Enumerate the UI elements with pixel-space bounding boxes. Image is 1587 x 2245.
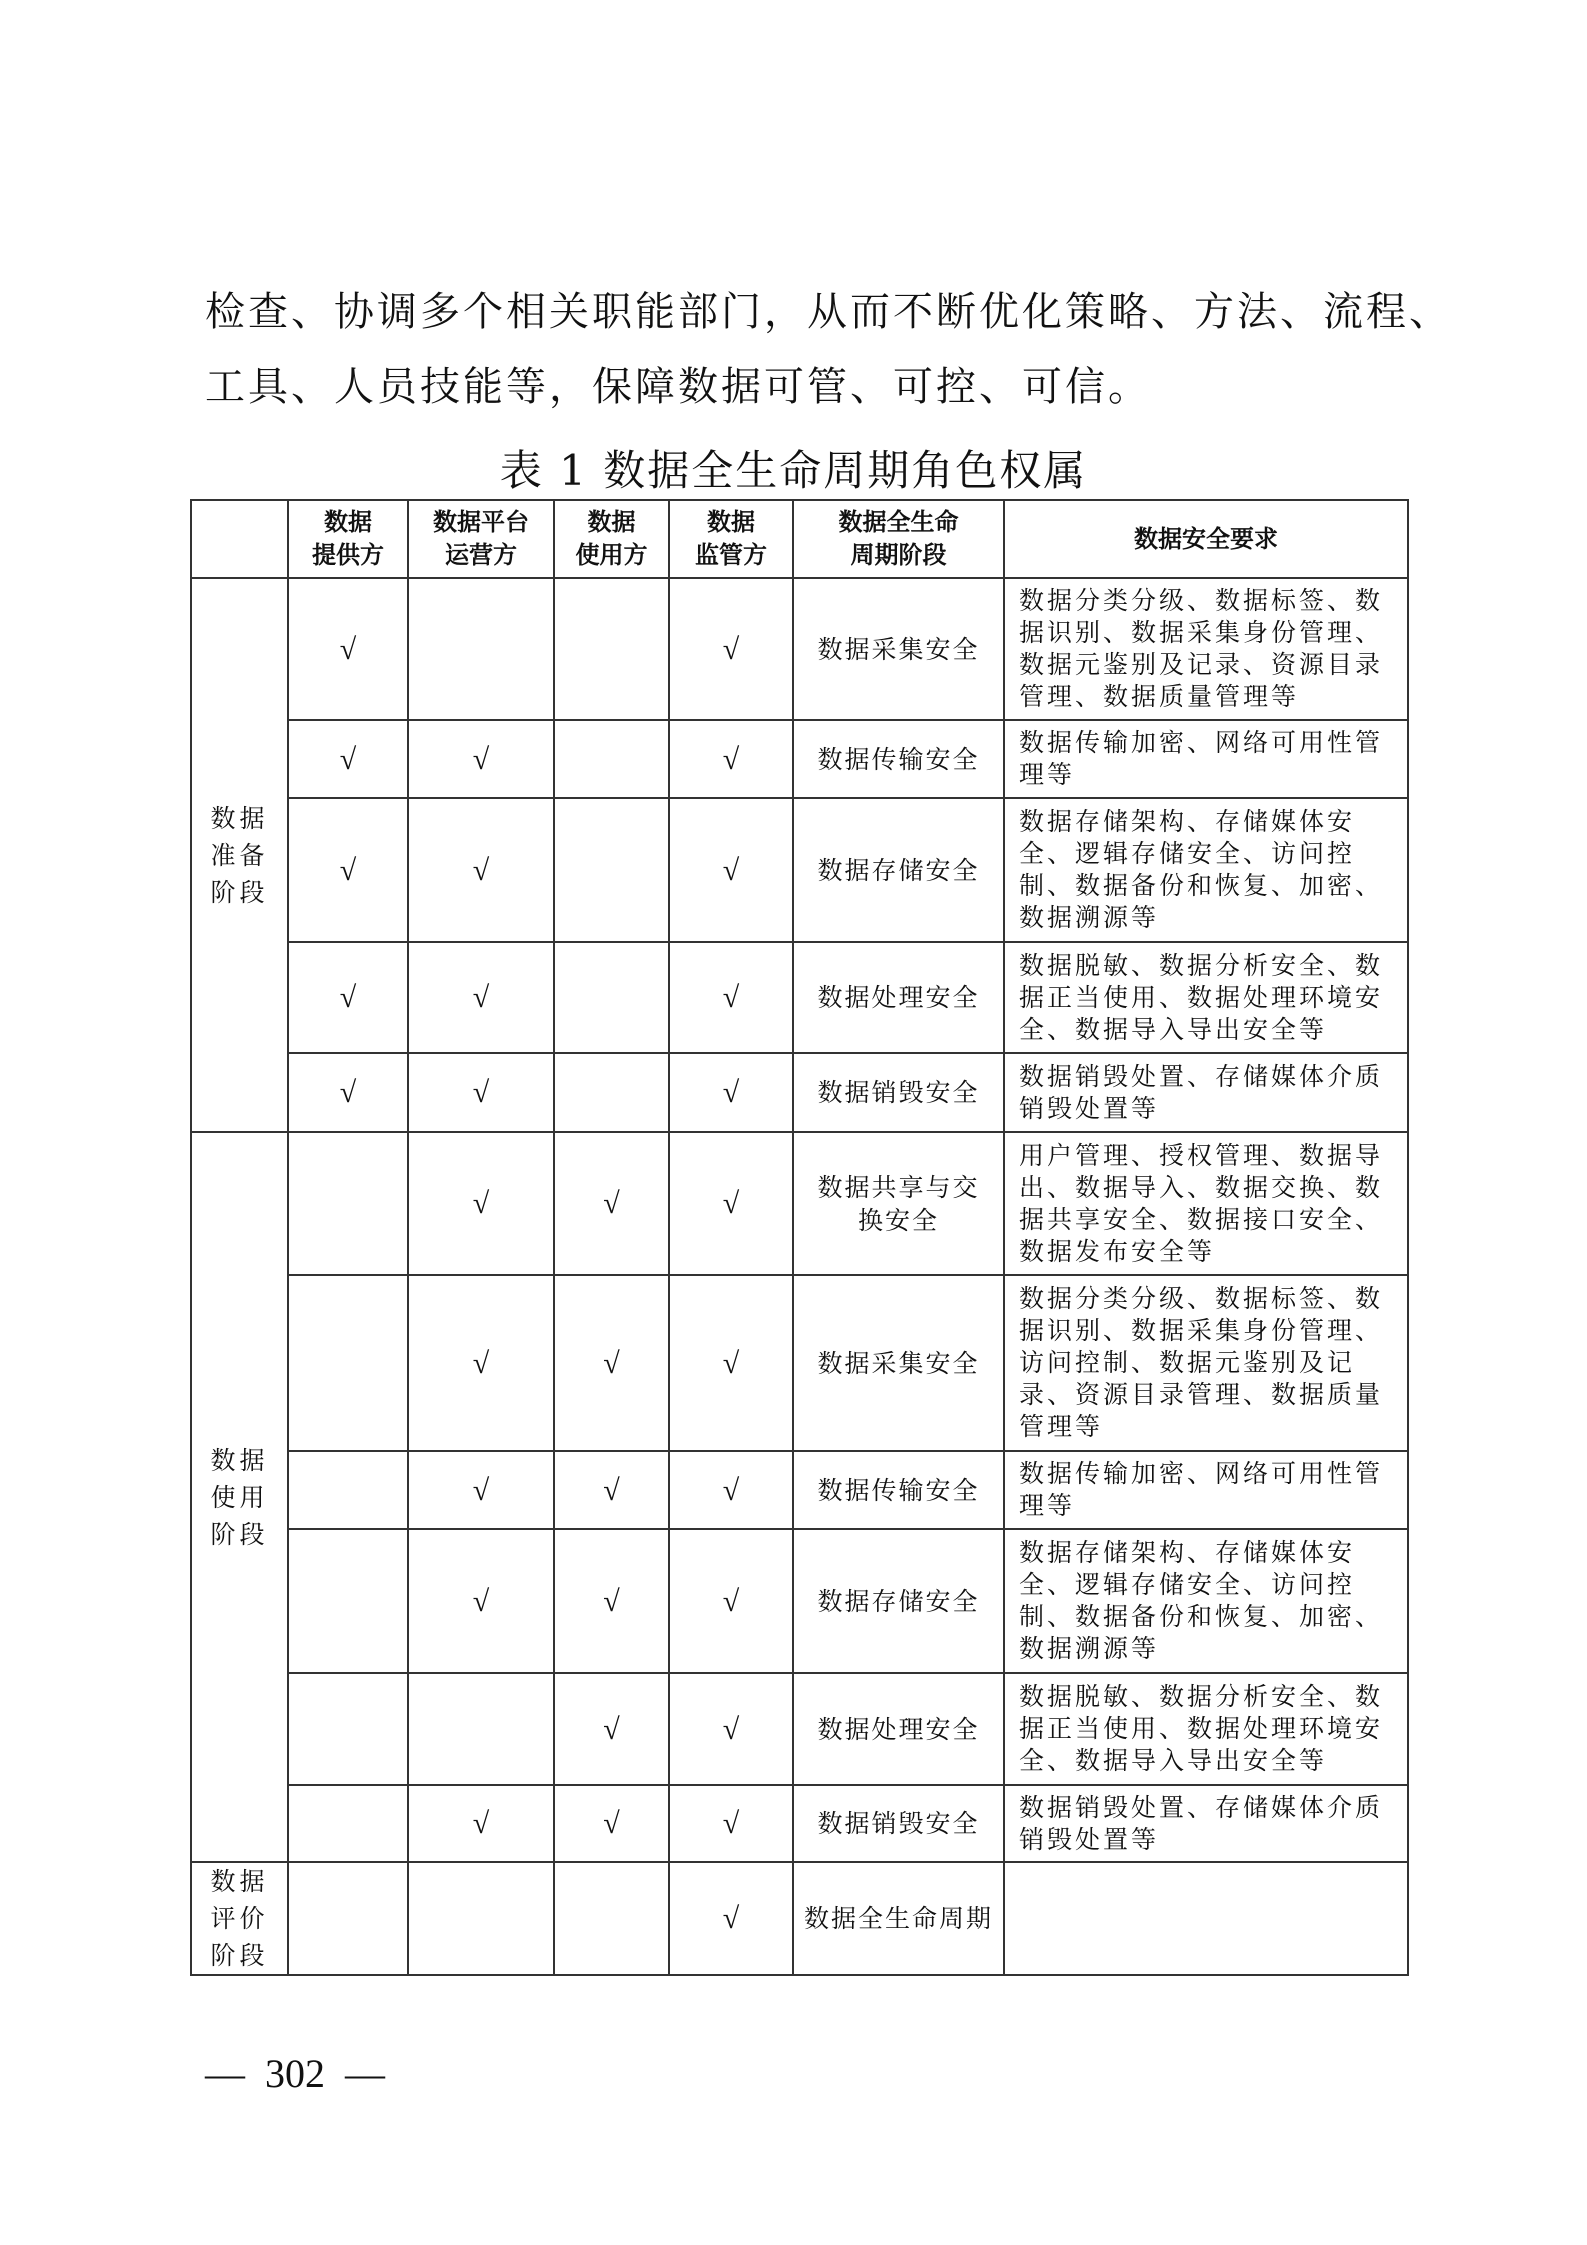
lifecycle-phase: 数据传输安全 [793,720,1004,798]
security-requirement: 数据分类分级、数据标签、数据识别、数据采集身份管理、数据元鉴别及记录、资源目录管理、数据质量管理等 [1004,578,1408,720]
stage-label: 数据 使用 阶段 [191,1132,288,1862]
provider-check [288,1275,408,1451]
security-requirement: 数据传输加密、网络可用性管理等 [1004,1451,1408,1529]
security-requirement [1004,1862,1408,1975]
table-caption: 表 1 数据全生命周期角色权属 [499,446,1088,495]
user-check: √ [554,1529,669,1673]
table-row [191,1862,1408,1975]
provider-check: √ [288,578,408,720]
provider-check: √ [288,720,408,798]
lifecycle-phase: 数据销毁安全 [793,1053,1004,1132]
user-check [554,720,669,798]
table-row [191,1529,1408,1673]
table-row [191,798,1408,942]
table-row [191,1132,1408,1275]
security-requirement: 数据分类分级、数据标签、数据识别、数据采集身份管理、访问控制、数据元鉴别及记录、资源目录管理、数据质量管理等 [1004,1275,1408,1451]
header-lifecycle-phase: 数据全生命 周期阶段 [793,500,1004,578]
table-header-row [191,500,1408,578]
regulator-check: √ [669,578,793,720]
provider-check [288,1785,408,1862]
header-data-user: 数据 使用方 [554,500,669,578]
operator-check: √ [408,1053,554,1132]
operator-check [408,578,554,720]
security-requirement: 数据脱敏、数据分析安全、数据正当使用、数据处理环境安全、数据导入导出安全等 [1004,942,1408,1053]
provider-check [288,1862,408,1975]
regulator-check: √ [669,942,793,1053]
lifecycle-phase: 数据处理安全 [793,942,1004,1053]
table-row [191,1275,1408,1451]
security-requirement: 数据传输加密、网络可用性管理等 [1004,720,1408,798]
table-row [191,1673,1408,1785]
provider-check [288,1451,408,1529]
table-row [191,1785,1408,1862]
table-body [191,578,1408,1975]
provider-check [288,1529,408,1673]
user-check [554,1862,669,1975]
regulator-check: √ [669,798,793,942]
regulator-check: √ [669,1132,793,1275]
user-check [554,1053,669,1132]
operator-check: √ [408,798,554,942]
regulator-check: √ [669,1529,793,1673]
user-check: √ [554,1673,669,1785]
table-row [191,720,1408,798]
provider-check: √ [288,1053,408,1132]
security-requirement: 数据存储架构、存储媒体安全、逻辑存储安全、访问控制、数据备份和恢复、加密、数据溯源等 [1004,1529,1408,1673]
security-requirement: 数据销毁处置、存储媒体介质销毁处置等 [1004,1785,1408,1862]
regulator-check: √ [669,1862,793,1975]
user-check: √ [554,1451,669,1529]
stage-label: 数据 准备 阶段 [191,578,288,1132]
user-check: √ [554,1132,669,1275]
security-requirement: 用户管理、授权管理、数据导出、数据导入、数据交换、数据共享安全、数据接口安全、数据发布安全等 [1004,1132,1408,1275]
provider-check [288,1673,408,1785]
regulator-check: √ [669,1275,793,1451]
user-check [554,578,669,720]
provider-check [288,1132,408,1275]
regulator-check: √ [669,1053,793,1132]
lifecycle-phase: 数据传输安全 [793,1451,1004,1529]
operator-check: √ [408,1451,554,1529]
operator-check: √ [408,1132,554,1275]
operator-check [408,1673,554,1785]
provider-check: √ [288,942,408,1053]
provider-check: √ [288,798,408,942]
lifecycle-phase: 数据共享与交换安全 [793,1132,1004,1275]
header-platform-operator: 数据平台 运营方 [408,500,554,578]
user-check [554,798,669,942]
header-data-regulator: 数据 监管方 [669,500,793,578]
table-row [191,1451,1408,1529]
operator-check: √ [408,1529,554,1673]
regulator-check: √ [669,720,793,798]
stage-label: 数据 评价 阶段 [191,1862,288,1975]
user-check [554,942,669,1053]
lifecycle-phase: 数据采集安全 [793,578,1004,720]
regulator-check: √ [669,1785,793,1862]
body-paragraph-line-1: 检查、协调多个相关职能部门，从而不断优化策略、方法、流程、 [205,289,1452,335]
user-check: √ [554,1785,669,1862]
user-check: √ [554,1275,669,1451]
table-row [191,1053,1408,1132]
security-requirement: 数据销毁处置、存储媒体介质销毁处置等 [1004,1053,1408,1132]
operator-check: √ [408,720,554,798]
operator-check: √ [408,1275,554,1451]
regulator-check: √ [669,1673,793,1785]
security-requirement: 数据存储架构、存储媒体安全、逻辑存储安全、访问控制、数据备份和恢复、加密、数据溯源等 [1004,798,1408,942]
regulator-check: √ [669,1451,793,1529]
lifecycle-phase: 数据处理安全 [793,1673,1004,1785]
table-row [191,942,1408,1053]
operator-check: √ [408,942,554,1053]
table-row [191,578,1408,720]
operator-check [408,1862,554,1975]
header-security-requirements: 数据安全要求 [1004,500,1408,578]
header-data-provider: 数据 提供方 [288,500,408,578]
header-blank [191,500,288,578]
page-number: — 302 — [205,2051,385,2096]
security-requirement: 数据脱敏、数据分析安全、数据正当使用、数据处理环境安全、数据导入导出安全等 [1004,1673,1408,1785]
operator-check: √ [408,1785,554,1862]
body-paragraph-line-2: 工具、人员技能等，保障数据可管、可控、可信。 [205,364,1151,410]
lifecycle-phase: 数据销毁安全 [793,1785,1004,1862]
lifecycle-phase: 数据存储安全 [793,1529,1004,1673]
lifecycle-phase: 数据采集安全 [793,1275,1004,1451]
lifecycle-phase: 数据存储安全 [793,798,1004,942]
lifecycle-phase: 数据全生命周期 [793,1862,1004,1975]
role-ownership-table [190,499,1409,1976]
